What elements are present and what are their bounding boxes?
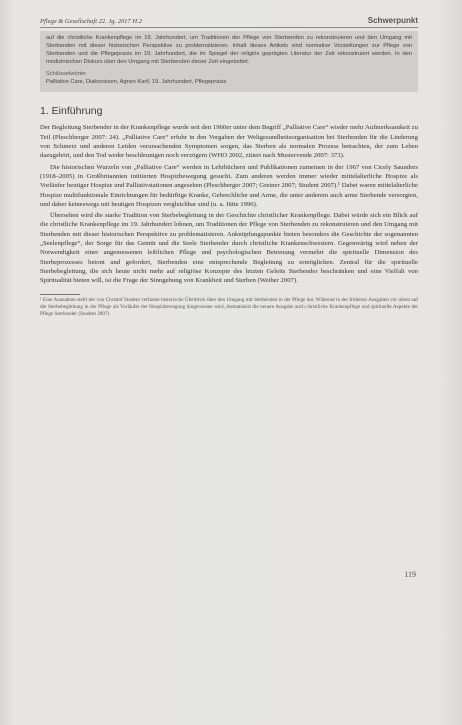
keywords: Palliative Care, Diakonissen, Agnes Karll, 19. Jahrhundert, Pflegepraxis — [46, 78, 227, 85]
running-header-section: Schwerpunkt — [367, 16, 418, 25]
footnote: ¹ Eine Ausnahme stellt der von Christof Student verfasste historische Überblick über den Umgang mit Sterbenden in der Pflege dar. Während in der früheren Ausgaben vor allem auf die Sterbebegleitung in der Pflege als Vorläufer der Hospizbewegung hingewiesen wird, thematisiert die neuere Ausgabe auch christliche Krankenpflege und spirituelle Aspekte der Pflege Sterbender (Student 2007). — [40, 297, 418, 318]
body-paragraph: Die historischen Wurzeln von „Palliative Care“ werden in Lehrbüchern und Publikationen zumeinen in der 1967 von Cicely Saunders (1918–2005) in Großbritannien initiierten Hospizbewegung gesucht. Zum anderen werden immer wieder mittelalterliche Hospize als Vorläufer heutiger Hospize und Palliativstationen angesehen (Pleschberger 2007; Greiner 2007; Student 2007).¹ Dabei waren mittelalterliche Hospize multifunktionale Einrichtungen für bedürftige Kranke, Gebrechliche und Arme, die unter anderem auch arme Sterbende versorgten, und daher keineswegs mit heutigen Hospizen vergleichbar sind (u. a. Jütte 1996). — [40, 163, 418, 208]
body-paragraph: Der Begleitung Sterbender in der Krankenpflege wurde seit den 1960er unter dem Begriff „Palliative Care“ wieder mehr Aufmerksamkeit zu Teil (Pleschberger 2007: 24). „Palliative Care“ erfuhr in den Vorgaben der Weltgesundheitsorganisation bei Sterbenden für die Linderung von Schmerz und anderen Leiden verursachenden Symptomen sorgen, das Sterben als normalen Prozess betrachten, der zum Leben dazugehört, und den Tod weder beschleunigen noch verzögern (WHO 2002, zitiert nach Mustervende 2007: 373). — [40, 124, 418, 160]
section-body — [40, 123, 418, 285]
body-paragraph: Übersehen wird die starke Tradition von Sterbebegleitung in der Geschichte christlicher Krankenpflege. Dabei würde sich ein Blick auf die christliche Krankenpflege im 19. Jahrhundert lohnen, um Traditionen der Pflege von Sterbenden zu rekonstruieren und den Umgang mit Sterbenden mit dieser historischen Perspektive zu problematisieren. Anknüpfungspunkte bieten besonders die Geschichte der sogenannten „Seelenpflege“, der Sorge für das Gemüt und die Seele Sterbender durch christliche Krankenschwestern. Gegenwärtig wird neben der Notwendigkeit einer angemessenen leiblichen Pflege und psychologischen Betreuung vermehrt die spirituelle Dimension des Sterbeprozesses betont und gefordert, Sterbenden eine entsprechende Begleitung zu ermöglichen. Zentral für die spirituelle Sterbebegleitung, die sich heute nicht mehr auf religiöse Konzepte des letzten Geleits Sterbender beschränken und eine Vielfalt von Spiritualität bieten will, ist die Frage der Sinngebung von Krankheit und Sterben (Weiher 2007). — [40, 212, 418, 285]
page-number: 119 — [404, 570, 416, 579]
footnote-divider — [40, 294, 80, 295]
running-header — [40, 16, 418, 28]
running-header-journal: Pflege & Gesellschaft 22. Jg. 2017 H.2 — [40, 18, 142, 25]
abstract-text: auf die christliche Krankenpflege im 19. Jahrhundert, um Traditionen der Pflege von Sterbenden zu rekonstruieren und den Umgang mit Sterbenden mit dieser historischen Perspektive zu problematisieren. Inhalt dieses Artikels sind normative Vorstellungen zur Pflege von Sterbenden und die Pflegepraxis im 19. Jahrhundert, die im Spiegel der religiös geprägten Literatur der Zeit rekonstruiert werden. In den medizinischen Diskurs über den Umgang mit Sterbenden dieser Zeit eingebettet. — [46, 35, 412, 65]
abstract-box — [40, 31, 418, 92]
keywords-label: Schlüsselwörter — [46, 70, 87, 77]
section-heading: 1. Einführung — [40, 105, 103, 118]
